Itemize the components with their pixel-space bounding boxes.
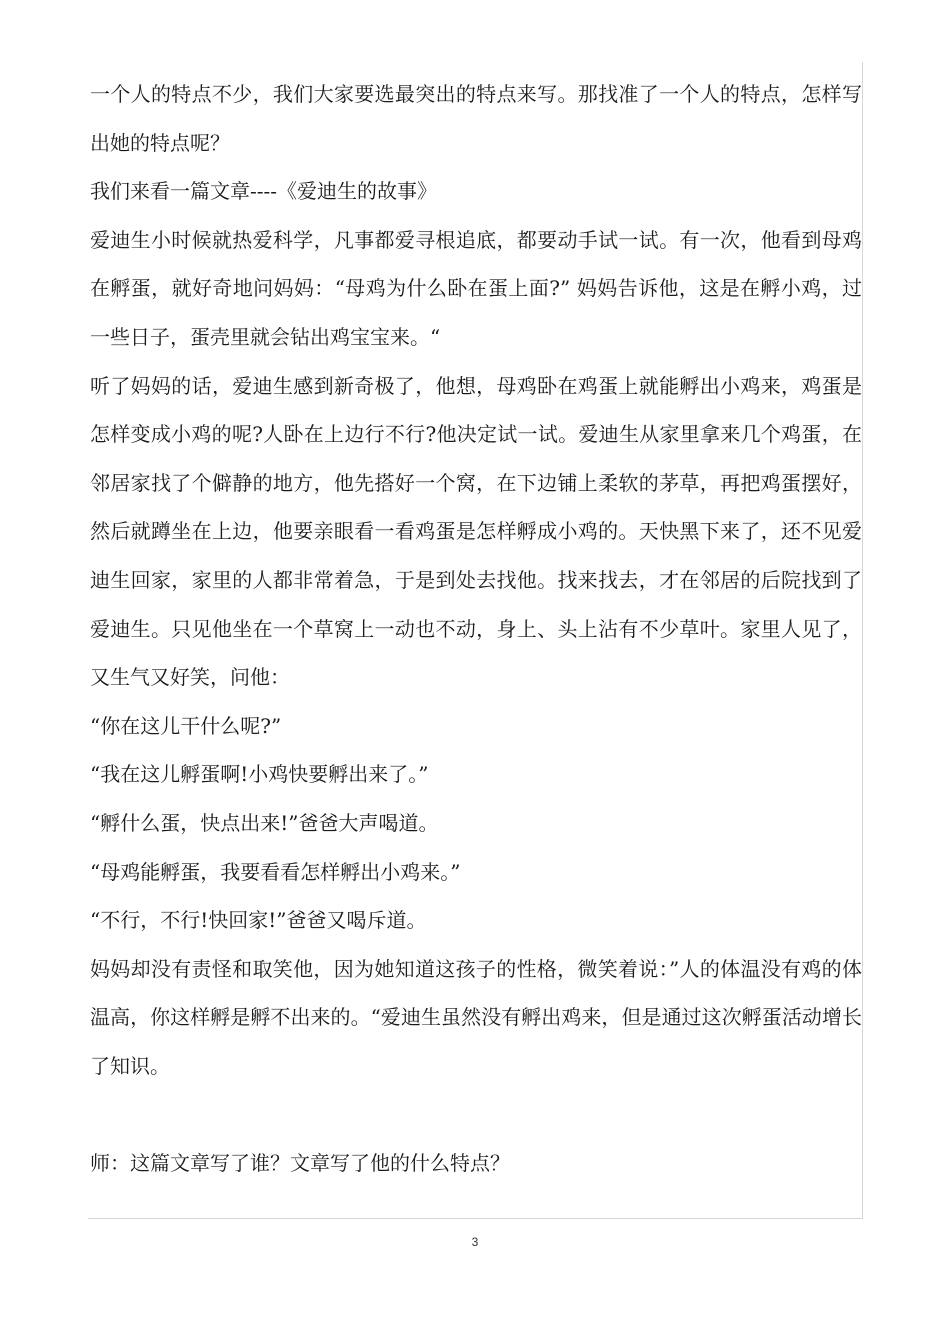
paragraph-teacher-question: 师：这篇文章写了谁？文章写了他的什么特点？ — [90, 1151, 510, 1176]
paragraph-story-2: 听了妈妈的话，爱迪生感到新奇极了，他想，母鸡卧在鸡蛋上就能孵出小鸡来，鸡蛋是怎样变成小鸡的呢?人卧在上边行不行?他决定试一试。爱迪生从家里拿来几个鸡蛋，在邻居家找了个僻静的地方，他先搭好一个窝，在下边铺上柔软的茅草，再把鸡蛋摆好，然后就蹲坐在上边，他要亲眼看一看鸡蛋是怎样孵成小鸡的。天快黑下来了，还不见爱迪生回家，家里的人都非常着急，于是到处去找他。找来找去，才在邻居的后院找到了爱迪生。只见他坐在一个草窝上一动也不动，身上、头上沾有不少草叶。家里人见了，又生气又好笑，问他： — [90, 373, 862, 690]
paragraph-article-title: 我们来看一篇文章----《爱迪生的故事》 — [90, 179, 438, 204]
blank-line — [90, 1090, 862, 1139]
dialogue-line-2: “我在这儿孵蛋啊!小鸡快要孵出来了。” — [90, 762, 429, 787]
document-body — [90, 70, 862, 1188]
dialogue-line-5: “不行，不行!快回家!”爸爸又喝斥道。 — [90, 908, 427, 933]
paragraph-intro: 一个人的特点不少，我们大家要选最突出的特点来写。那找准了一个人的特点，怎样写出她的特点呢？ — [90, 82, 862, 155]
dialogue-line-4: “母鸡能孵蛋，我要看看怎样孵出小鸡来。” — [90, 859, 461, 884]
dialogue-line-3: “孵什么蛋，快点出来!”爸爸大声喝道。 — [90, 810, 439, 835]
paragraph-conclusion: 妈妈却没有责怪和取笑他，因为她知道这孩子的性格，微笑着说：”人的体温没有鸡的体温高，你这样孵是孵不出来的。“爱迪生虽然没有孵出鸡来，但是通过这次孵蛋活动增长了知识。 — [90, 956, 862, 1078]
page-number: 3 — [471, 1235, 479, 1249]
dialogue-line-1: “你在这儿干什么呢?” — [90, 713, 282, 738]
paragraph-story-1: 爱迪生小时候就热爱科学，凡事都爱寻根追底，都要动手试一试。有一次，他看到母鸡在孵蛋，就好奇地问妈妈：“母鸡为什么卧在蛋上面?” 妈妈告诉他，这是在孵小鸡，过一些日子，蛋壳里就会钻出鸡宝宝来。“ — [90, 227, 862, 349]
